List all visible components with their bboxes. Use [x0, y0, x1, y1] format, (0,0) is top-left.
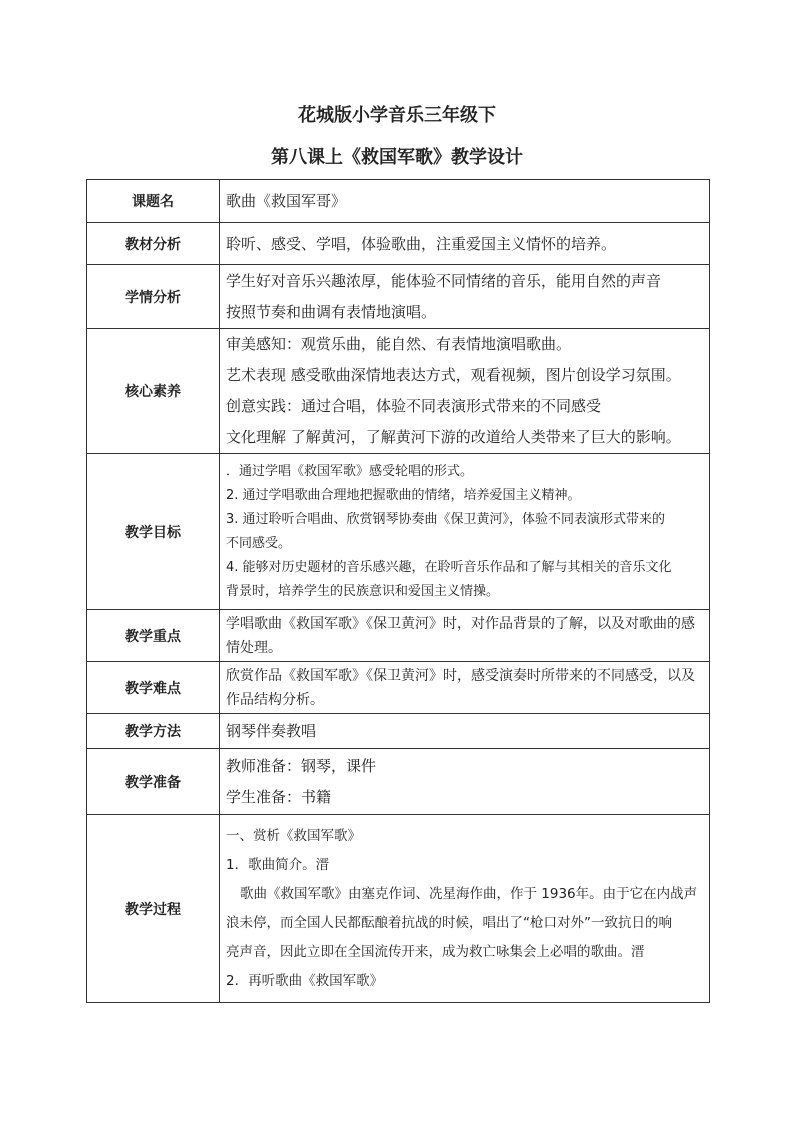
literacy-line: 文化理解 了解黄河，了解黄河下游的改道给人类带来了巨大的影响。: [226, 428, 681, 446]
table-row-preparation: [87, 749, 710, 815]
row-content-literacy: [220, 329, 710, 454]
preparation-line: 教师准备：钢琴，课件: [226, 756, 377, 775]
process-line: 亮声音，因此立即在全国流传开来，成为救亡咏集会上必唱的歌曲。溍: [226, 943, 645, 960]
table-row-method: [87, 714, 710, 749]
row-label-method: 教学方法: [87, 714, 220, 749]
goals-line: 3. 通过聆听合唱曲、欣赏钢琴协奏曲《保卫黄河》，体验不同表演形式带来的: [226, 511, 666, 527]
row-content-students: [220, 265, 710, 329]
process-line: 浪未停，而全国人民都酝酿着抗战的时候，唱出了“枪口对外”一致抗日的响: [226, 914, 672, 931]
table-row-difficulties: [87, 662, 710, 714]
goals-line: 不同感受。: [226, 535, 292, 551]
row-content-topic: 歌曲《救国军哥》: [220, 180, 710, 223]
table-row-topic: [87, 180, 710, 223]
keypoints-line: 学唱歌曲《救国军歌》《保卫黄河》时，对作品背景的了解，以及对歌曲的感: [226, 615, 695, 632]
process-line: 歌曲《救国军歌》由塞克作词、冼星海作曲，作于 1936年。由于它在内战声: [240, 885, 698, 902]
difficulties-line: 作品结构分析。: [226, 691, 324, 708]
goals-line: 2. 通过学唱歌曲合理地把握歌曲的情绪，培养爱国主义精神。: [226, 487, 581, 503]
row-label-difficulties: 教学难点: [87, 662, 220, 714]
difficulties-line: 欣赏作品《救国军歌》《保卫黄河》时，感受演奏时所带来的不同感受，以及: [226, 667, 695, 684]
row-label-preparation: 教学准备: [87, 749, 220, 815]
preparation-line: 学生准备：书籍: [226, 787, 332, 806]
students-line: 按照节奏和曲调有表情地演唱。: [226, 302, 437, 321]
process-line: 1．歌曲简介。溍: [226, 856, 330, 873]
lesson-plan-table: [86, 179, 710, 1003]
row-label-keypoints: 教学重点: [87, 610, 220, 662]
table-row-goals: [87, 454, 710, 610]
keypoints-line: 情处理。: [226, 639, 282, 656]
goals-line: 背景时，培养学生的民族意识和爱国主义情操。: [226, 583, 500, 599]
row-content-goals: [220, 454, 710, 610]
table-row-material: [87, 223, 710, 265]
table-row-process: [87, 815, 710, 1003]
literacy-line: 艺术表现 感受歌曲深情地表达方式，观看视频，图片创设学习氛围。: [226, 366, 681, 384]
process-line: 一、赏析《救国军歌》: [226, 827, 361, 844]
row-label-process: 教学过程: [87, 815, 220, 1003]
students-line: 学生好对音乐兴趣浓厚，能体验不同情绪的音乐，能用自然的声音: [226, 271, 662, 290]
table-row-literacy: [87, 329, 710, 454]
row-label-material: 教材分析: [87, 223, 220, 265]
literacy-line: 审美感知：观赏乐曲，能自然、有表情地演唱歌曲。: [226, 335, 572, 353]
table-row-keypoints: [87, 610, 710, 662]
row-content-keypoints: [220, 610, 710, 662]
row-label-topic: 课题名: [87, 180, 220, 223]
goals-line: 4. 能够对历史题材的音乐感兴趣，在聆听音乐作品和了解与其相关的音乐文化: [226, 559, 672, 575]
literacy-line: 创意实践：通过合唱，体验不同表演形式带来的不同感受: [226, 397, 602, 415]
document-title: 花城版小学音乐三年级下: [298, 105, 496, 126]
row-label-students: 学情分析: [87, 265, 220, 329]
row-content-preparation: [220, 749, 710, 815]
row-content-process: [220, 815, 710, 1003]
document-subtitle: 第八课上《救国军歌》教学设计: [271, 147, 523, 168]
goals-line: ．通过学唱《救国军歌》感受轮唱的形式。: [226, 463, 474, 479]
row-content-method: 钢琴伴奏教唱: [220, 714, 710, 749]
row-label-literacy: 核心素养: [87, 329, 220, 454]
table-row-students: [87, 265, 710, 329]
process-line: 2．再听歌曲《救国军歌》: [226, 972, 384, 989]
row-content-material: 聆听、感受、学唱，体验歌曲，注重爱国主义情怀的培养。: [220, 223, 710, 265]
row-label-goals: 教学目标: [87, 454, 220, 610]
row-content-difficulties: [220, 662, 710, 714]
